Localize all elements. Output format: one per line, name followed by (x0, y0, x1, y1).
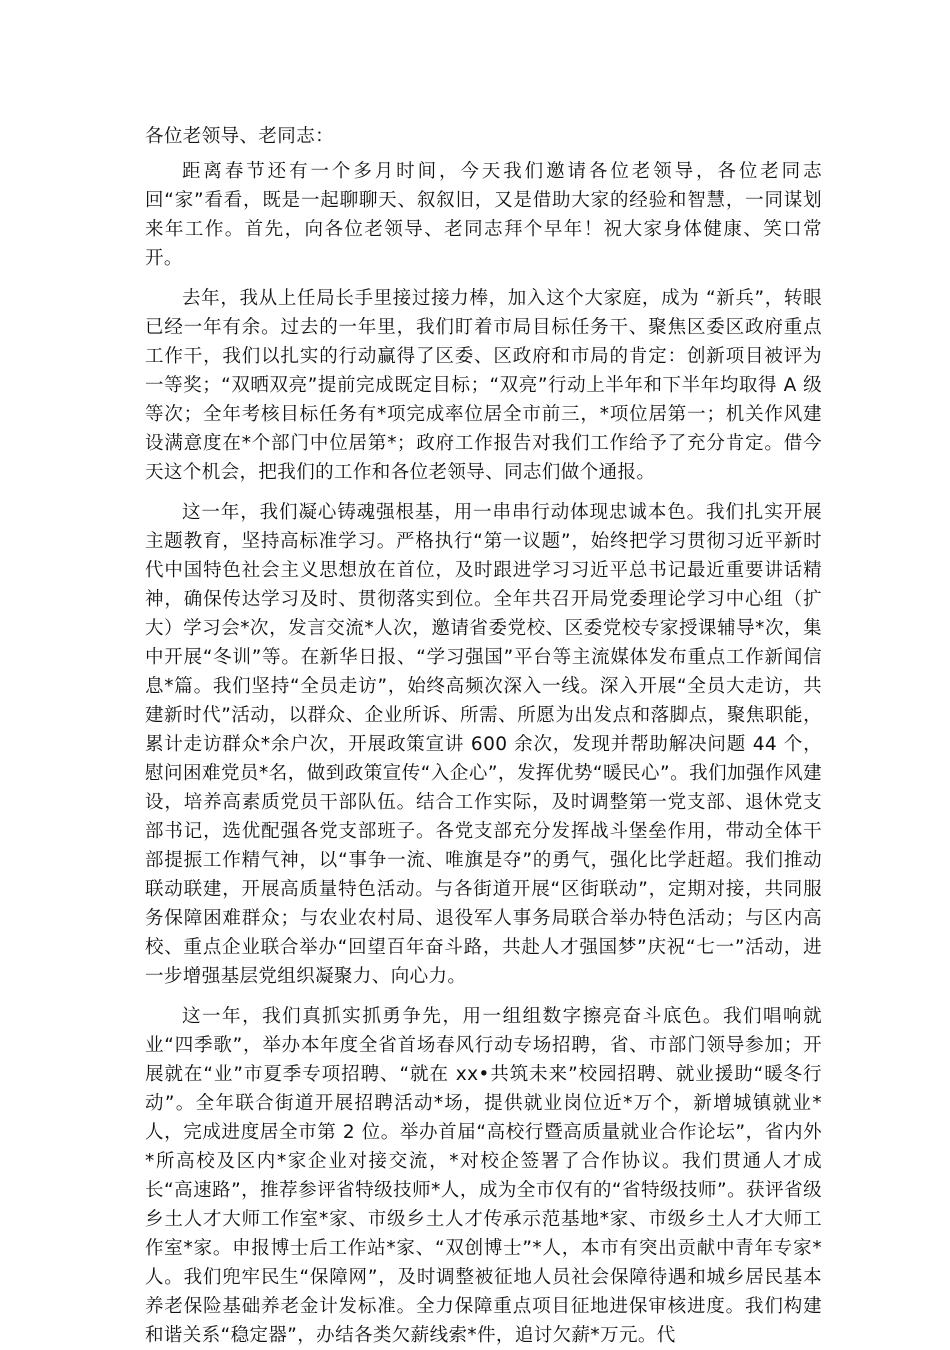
paragraph-review: 去年，我从上任局长手里接过接力棒，加入这个大家庭，成为 “新兵”，转眼已经一年有余。过去的一年里，我们盯着市局目标任务干、聚焦区委区政府重点工作干，我们以扎实的行动赢得了区委、区政府和市局的肯定：创新项目被评为一等奖；“双晒双亮”提前完成既定目标；“双亮”行动上半年和下半年均取得 A 级等次；全年考核目标任务有*项完成率位居全市前三，*项位居第一；机关作风建设满意度在*个部门中位居第*；政府工作报告对我们工作给予了充分肯定。借今天这个机会，把我们的工作和各位老领导、同志们做个通报。 (145, 288, 822, 483)
paragraph-greeting: 距离春节还有一个多月时间，今天我们邀请各位老领导，各位老同志回“家”看看，既是一起聊聊天、叙叙旧，又是借助大家的经验和智慧，一同谋划来年工作。首先，向各位老领导、老同志拜个早年！祝大家身体健康、笑口常开。 (145, 161, 822, 269)
paragraph-party-building: 这一年，我们凝心铸魂强根基，用一串串行动体现忠诚本色。我们扎实开展主题教育，坚持高标准学习。严格执行“第一议题”，始终把学习贯彻习近平新时代中国特色社会主义思想放在首位，及时跟进学习习近平总书记最近重要讲话精神，确保传达学习及时、贯彻落实到位。全年共召开局党委理论学习中心组（扩大）学习会*次，发言交流*人次，邀请省委党校、区委党校专家授课辅导*次，集中开展“冬训”等。在新华日报、“学习强国”平台等主流媒体发布重点工作新闻信息*篇。我们坚持“全员走访”，始终高频次深入一线。深入开展“全员大走访，共建新时代”活动，以群众、企业所诉、所需、所愿为出发点和落脚点，聚焦职能，累计走访群众*余户次，开展政策宣讲 600 余次，发现并帮助解决问题 44 个，慰问困难党员*名，做到政策宣传“入企心”，发挥优势“暖民心”。我们加强作风建设，培养高素质党员干部队伍。结合工作实际，及时调整第一党支部、退休党支部书记，选优配强各党支部班子。各党支部充分发挥战斗堡垒作用，带动全体干部提振工作精气神，以“事争一流、唯旗是夺”的勇气，强化比学赶超。我们推动联动联建，开展高质量特色活动。与各街道开展“区街联动”，定期对接，共同服务保障困难群众；与农业农村局、退役军人事务局联合举办特色活动；与区内高校、重点企业联合举办“回望百年奋斗路，共赴人才强国梦”庆祝“七一”活动，进一步增强基层党组织凝聚力、向心力。 (145, 502, 822, 987)
salutation: 各位老领导、老同志： (145, 126, 335, 147)
paragraph-employment: 这一年，我们真抓实抓勇争先，用一组组数字擦亮奋斗底色。我们唱响就业“四季歌”，举办本年度全省首场春风行动专场招聘，省、市部门领导参加；开展就在“业”市夏季专项招聘、“就在 xx•共筑未来”校园招聘、就业援助“暖冬行动”。全年联合街道开展招聘活动*场，提供就业岗位近*万个，新增城镇就业*人，完成进度居全市第 2 位。举办首届“高校行暨高质量就业合作论坛”，省内外*所高校及区内*家企业对接交流，*对校企签署了合作协议。我们贯通人才成长“高速路”，推荐参评省特级技师*人，成为全市仅有的“省特级技师”。获评省级乡土人才大师工作室*家、市级乡土人才传承示范基地*家、市级乡土人才大师工作室*家。申报博士后工作站*家、“双创博士”*人，本市有突出贡献中青年专家*人。我们兜牢民生“保障网”，及时调整被征地人员社会保障待遇和城乡居民基本养老保险基础养老金计发标准。全力保障重点项目征地进保审核进度。我们构建和谐关系“稳定器”，办结各类欠薪线索*件，追讨欠薪*万元。代 (145, 1006, 822, 1346)
